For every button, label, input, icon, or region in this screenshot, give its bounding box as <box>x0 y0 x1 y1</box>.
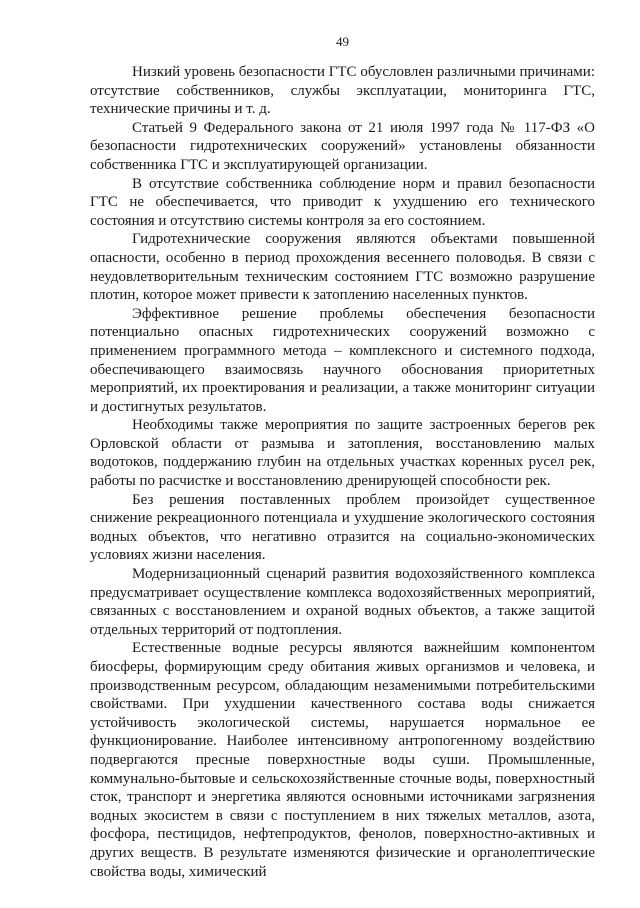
paragraph: Эффективное решение проблемы обеспечения безопасности потенциально опасных гидротехнических сооружений возможно с применением программного метода – комплексного и системного подхода, обеспечивающего взаимосвязь научного обоснования приоритетных мероприятий, их проектирования и реализации, а также мониторинг ситуации и достигнутых результатов. <box>90 305 595 415</box>
paragraph: В отсутствие собственника соблюдение норм и правил безопасности ГТС не обеспечивается, что приводит к ухудшению его технического состояния и отсутствию системы контроля за его состоянием. <box>90 175 595 229</box>
paragraph: Модернизационный сценарий развития водохозяйственного комплекса предусматривает осуществление комплекса водохозяйственных мероприятий, связанных с восстановлением и охраной водных объектов, а также защитой отдельных территорий от подтопления. <box>90 566 595 638</box>
document-page <box>90 0 595 908</box>
paragraph: Низкий уровень безопасности ГТС обусловлен различными причинами: отсутствие собственников, службы эксплуатации, мониторинга ГТС, технические причины и т. д. <box>90 64 595 118</box>
paragraph: Необходимы также мероприятия по защите застроенных берегов рек Орловской области от размыва и затопления, восстановлению малых водотоков, поддержанию глубин на отдельных участках коренных русел рек, работы по расчистке и восстановлению дренирующей способности рек. <box>90 417 595 490</box>
paragraph: Статьей 9 Федерального закона от 21 июля 1997 года № 117-ФЗ «О безопасности гидротехнических сооружений» установлены обязанности собственника ГТС и эксплуатирующей организации. <box>90 119 595 173</box>
body-text <box>90 63 595 881</box>
page-number: 49 <box>336 34 349 49</box>
paragraph: Без решения поставленных проблем произойдет существенное снижение рекреационного потенциала и ухудшение экологического состояния водных объектов, что негативно отразится на социально-экономических условиях жизни населения. <box>90 491 595 564</box>
paragraph: Естественные водные ресурсы являются важнейшим компонентом биосферы, формирующим среду обитания живых организмов и человека, и производственным ресурсом, обладающим незаменимыми потребительскими свойствами. При ухудшении качественного состава воды снижается устойчивость экологической системы, нарушается нормальное ее функционирование. Наиболее интенсивному антропогенному воздействию подвергаются пресные поверхностные воды суши. Промышленные, коммунально-бытовые и сельскохозяйственные сточные воды, поверхностный сток, транспорт и энергетика являются основными источниками загрязнения водных экосистем в связи с поступлением в них тяжелых металлов, азота, фосфора, пестицидов, нефтепродуктов, фенолов, поверхностно-активных и других веществ. В результате изменяются физические и органолептические свойства воды, химический <box>90 640 595 880</box>
paragraph: Гидротехнические сооружения являются объектами повышенной опасности, особенно в период прохождения весеннего половодья. В связи с неудовлетворительным техническим состоянием ГТС возможно разрушение плотин, которое может привести к затоплению населенных пунктов. <box>90 231 595 304</box>
